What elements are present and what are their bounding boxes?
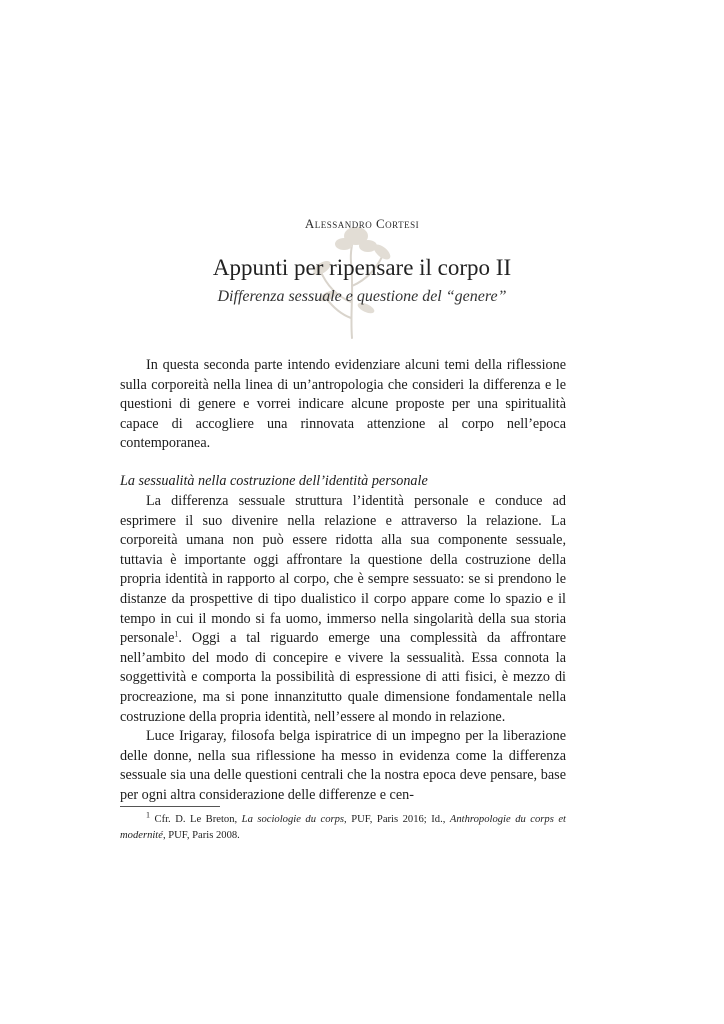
footnote-reference: 1: [174, 629, 179, 639]
paragraph-text: . Oggi a tal riguardo emerge una complessità da affrontare nell’ambito del modo di concepire e vivere la sessualità. Essa connota la soggettività e comporta la possibilità di espressione di atti fisici, è mezzo di procreazione, ma si pone innanzitutto quale dimensione fondamentale nella costruzione della propria identità, nell’essere al mondo in relazione.: [120, 630, 566, 725]
footnote: [120, 812, 566, 844]
paragraph-text: La differenza sessuale struttura l’identità personale e conduce ad esprimere il suo divenire nella relazione e attraverso la relazione. La corporeità umana non può essere ridotta alla sua componente sessuale, tuttavia è importante oggi affrontare la questione della costruzione della propria identità in rapporto al corpo, che è sempre sessuato: se si prendono le distanze da prospettive di tipo dualistico il corpo appare come lo spazio e il tempo in cui il mondo si fa uomo, immerso nella singolarità della sua storia personale: [120, 493, 566, 647]
footnote-text: , PUF, Paris 2008.: [162, 830, 240, 841]
abstract-paragraph: In questa seconda parte intendo evidenziare alcuni temi della riflessione sulla corporeità nella linea di un’antropologia che consideri la differenza e le questioni di genere e vorrei indicare alcune proposte per una spiritualità capace di accogliere una rinnovata attenzione al corpo nell’epoca contemporanea.: [120, 357, 566, 451]
author-name: Alessandro Cortesi: [304, 216, 420, 231]
body-paragraph: [120, 492, 566, 727]
footnote-number: 1: [146, 810, 150, 820]
footnote-divider: [120, 806, 220, 807]
section-heading: La sessualità nella costruzione dell’identità personale: [120, 473, 428, 489]
body-text: [120, 492, 566, 806]
footnote-text: , PUF, Paris 2016; Id.,: [344, 814, 450, 825]
article-subtitle: Differenza sessuale e questione del “genere”: [217, 288, 507, 305]
article-title: Appunti per ripensare il corpo II: [212, 255, 512, 280]
footnote-work-title: La sociologie du corps: [241, 814, 345, 825]
body-paragraph: Luce Irigaray, filosofa belga ispiratrice di un impegno per la liberazione delle donne, nella sua riflessione ha messo in evidenza come la differenza sessuale sia una delle questioni centrali che la nostra epoca deve pensare, base per ogni altra considerazione delle differenze e cen-: [120, 728, 566, 803]
footnote-work-title: Anthropologie du corps et modernité: [120, 814, 566, 841]
plant-watermark-icon: [296, 222, 408, 340]
footnote-text: Cfr. D. Le Breton,: [154, 814, 242, 825]
